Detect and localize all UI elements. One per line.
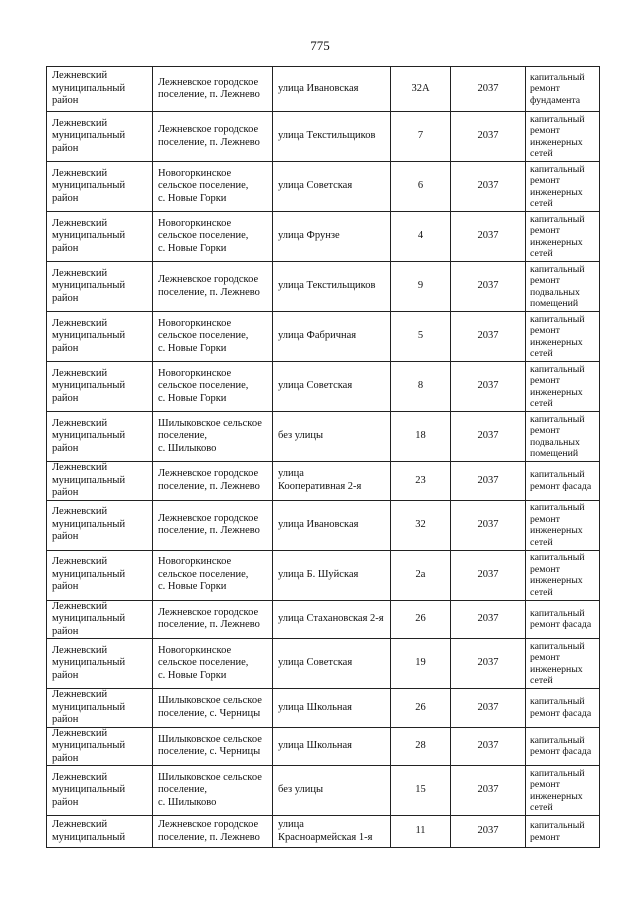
settlement-cell — [153, 816, 273, 848]
house-number-cell-text: 7 — [417, 130, 424, 142]
settlement-cell — [153, 162, 273, 212]
municipal-district-cell — [47, 262, 153, 312]
work-type-cell — [526, 212, 600, 262]
municipal-district-cell — [47, 362, 153, 412]
repair-year-cell-text: 2037 — [477, 613, 499, 624]
work-type-cell-text: капитальный ремонт — [530, 820, 585, 843]
house-number-cell-text: 18 — [415, 430, 426, 442]
settlement-cell-text: Лежневское городское поселение, п. Лежнево — [158, 468, 260, 492]
street-cell-text: улица Ивановская — [278, 518, 359, 530]
house-number-cell — [391, 262, 451, 312]
work-type-cell-text: капитальный ремонт инженерных сетей — [530, 767, 585, 813]
repair-year-cell-text: 2037 — [477, 474, 499, 486]
street-cell — [273, 162, 391, 212]
house-number-cell-text: 32 — [415, 518, 426, 530]
work-type-cell-text: капитальный ремонт инженерных сетей — [530, 213, 585, 259]
municipal-district-cell-text: Лежневский муниципальный район — [52, 771, 126, 808]
street-cell — [273, 550, 391, 600]
house-number-cell — [391, 550, 451, 600]
work-type-cell — [526, 766, 600, 816]
table-row — [47, 162, 600, 212]
municipal-district-cell-text: Лежневский муниципальный район — [52, 217, 126, 254]
street-cell-text: улица Текстильщиков — [278, 130, 376, 142]
municipal-district-cell — [47, 689, 153, 728]
house-number-cell — [391, 600, 451, 639]
street-cell — [273, 600, 391, 639]
repair-year-cell-text: 2037 — [477, 130, 499, 142]
settlement-cell — [153, 550, 273, 600]
repair-year-cell — [451, 600, 526, 639]
house-number-cell-text: 8 — [417, 380, 424, 392]
work-type-cell-text: капитальный ремонт инженерных сетей — [530, 552, 585, 598]
settlement-cell — [153, 462, 273, 501]
settlement-cell — [153, 312, 273, 362]
table-row — [47, 412, 600, 462]
work-type-cell-text: капитальный ремонт фасада — [530, 469, 592, 492]
municipal-district-cell — [47, 212, 153, 262]
settlement-cell-text: Лежневское городское поселение, п. Лежнево — [158, 124, 260, 148]
house-number-cell-text: 26 — [415, 701, 426, 713]
repair-year-cell-text: 2037 — [477, 280, 499, 292]
work-type-cell — [526, 262, 600, 312]
municipal-district-cell — [47, 112, 153, 162]
municipal-district-cell — [47, 727, 153, 766]
house-number-cell — [391, 462, 451, 501]
table-row — [47, 766, 600, 816]
table-row — [47, 262, 600, 312]
work-type-cell — [526, 639, 600, 689]
work-type-cell-text: капитальный ремонт фасада — [530, 696, 592, 719]
table-row — [47, 212, 600, 262]
house-number-cell — [391, 67, 451, 112]
street-cell-text: улица Советская — [278, 380, 353, 392]
municipal-district-cell-text: Лежневский муниципальный район — [52, 367, 126, 404]
repair-year-cell — [451, 262, 526, 312]
repair-year-cell-text: 2037 — [477, 180, 499, 192]
street-cell-text: улица Красноармейская 1-я — [278, 819, 373, 843]
municipal-district-cell-text: Лежневский муниципальный район — [52, 644, 126, 681]
settlement-cell-text: Новогоркинское сельское поселение, с. Новые Горки — [158, 317, 249, 354]
work-type-cell — [526, 600, 600, 639]
settlement-cell-text: Лежневское городское поселение, п. Лежнево — [158, 274, 260, 298]
house-number-cell — [391, 816, 451, 848]
table-body — [47, 67, 600, 848]
settlement-cell — [153, 67, 273, 112]
settlement-cell — [153, 500, 273, 550]
repair-year-cell — [451, 67, 526, 112]
settlement-cell-text: Новогоркинское сельское поселение, с. Новые Горки — [158, 167, 249, 204]
settlement-cell-text: Лежневское городское поселение, п. Лежнево — [158, 512, 260, 536]
work-type-cell — [526, 312, 600, 362]
municipal-district-cell — [47, 766, 153, 816]
table-row — [47, 689, 600, 728]
street-cell — [273, 67, 391, 112]
settlement-cell — [153, 639, 273, 689]
settlement-cell-text: Шилыковское сельское поселение, с. Черницы — [158, 733, 262, 758]
municipal-district-cell-text: Лежневский муниципальный — [52, 819, 126, 843]
repair-year-cell — [451, 212, 526, 262]
page-number: 775 — [310, 38, 330, 53]
street-cell-text: улица Советская — [278, 657, 353, 669]
municipal-district-cell — [47, 500, 153, 550]
repair-year-cell — [451, 550, 526, 600]
repair-year-cell-text: 2037 — [477, 380, 499, 392]
work-type-cell-text: капитальный ремонт инженерных сетей — [530, 363, 585, 409]
house-number-cell-text: 9 — [417, 280, 424, 292]
street-cell — [273, 212, 391, 262]
municipal-district-cell — [47, 550, 153, 600]
street-cell-text: улица Школьная — [278, 701, 352, 713]
repair-year-cell — [451, 462, 526, 501]
work-type-cell — [526, 462, 600, 501]
street-cell — [273, 312, 391, 362]
municipal-district-cell-text: Лежневский муниципальный район — [52, 167, 126, 204]
repair-year-cell-text: 2037 — [477, 701, 499, 713]
street-cell — [273, 639, 391, 689]
repair-year-cell-text: 2037 — [477, 657, 499, 669]
house-number-cell-text: 11 — [415, 825, 426, 837]
house-number-cell-text: 15 — [415, 784, 426, 796]
street-cell-text: без улицы — [278, 784, 324, 796]
house-number-cell — [391, 639, 451, 689]
settlement-cell-text: Шилыковское сельское поселение, с. Шилыково — [158, 771, 262, 808]
municipal-district-cell-text: Лежневский муниципальный район — [52, 417, 126, 454]
street-cell-text: улица Б. Шуйская — [278, 568, 359, 580]
house-number-cell — [391, 766, 451, 816]
table-row — [47, 112, 600, 162]
house-number-cell — [391, 500, 451, 550]
street-cell — [273, 500, 391, 550]
house-number-cell-text: 6 — [417, 180, 424, 192]
street-cell — [273, 462, 391, 501]
work-type-cell-text: капитальный ремонт фасада — [530, 607, 592, 631]
repair-year-cell-text: 2037 — [477, 518, 499, 530]
work-type-cell-text: капитальный ремонт подвальных помещений — [530, 413, 585, 459]
repair-year-cell-text: 2037 — [477, 82, 499, 94]
municipal-district-cell — [47, 162, 153, 212]
settlement-cell-text: Лежневское городское поселение, п. Лежнево — [158, 76, 260, 100]
work-type-cell-text: капитальный ремонт фасада — [530, 734, 592, 758]
municipal-district-cell — [47, 639, 153, 689]
municipal-district-cell — [47, 816, 153, 848]
street-cell — [273, 766, 391, 816]
work-type-cell — [526, 362, 600, 412]
street-cell — [273, 727, 391, 766]
repair-year-cell — [451, 112, 526, 162]
street-cell-text: улица Фабричная — [278, 330, 357, 342]
repair-schedule-table — [46, 66, 600, 848]
settlement-cell — [153, 600, 273, 639]
municipal-district-cell-text: Лежневский муниципальный район — [52, 689, 126, 725]
repair-year-cell — [451, 162, 526, 212]
work-type-cell — [526, 550, 600, 600]
municipal-district-cell — [47, 600, 153, 639]
table-row — [47, 816, 600, 848]
street-cell-text: улица Кооперативная 2-я — [278, 468, 362, 492]
repair-year-cell — [451, 500, 526, 550]
house-number-cell-text: 32А — [411, 82, 430, 94]
street-cell — [273, 816, 391, 848]
house-number-cell-text: 2а — [415, 568, 426, 580]
settlement-cell-text: Лежневское городское поселение, п. Лежнево — [158, 819, 260, 843]
work-type-cell — [526, 67, 600, 112]
repair-year-cell — [451, 412, 526, 462]
house-number-cell-text: 26 — [415, 613, 426, 624]
house-number-cell — [391, 162, 451, 212]
work-type-cell — [526, 412, 600, 462]
street-cell — [273, 112, 391, 162]
repair-year-cell — [451, 362, 526, 412]
settlement-cell — [153, 262, 273, 312]
table-row — [47, 362, 600, 412]
table-row — [47, 639, 600, 689]
settlement-cell-text: Новогоркинское сельское поселение, с. Новые Горки — [158, 556, 249, 593]
settlement-cell-text: Новогоркинское сельское поселение, с. Новые Горки — [158, 217, 249, 254]
repair-year-cell-text: 2037 — [477, 330, 499, 342]
repair-year-cell — [451, 766, 526, 816]
work-type-cell — [526, 500, 600, 550]
municipal-district-cell-text: Лежневский муниципальный район — [52, 317, 126, 354]
street-cell — [273, 689, 391, 728]
work-type-cell-text: капитальный ремонт инженерных сетей — [530, 163, 585, 209]
house-number-cell — [391, 412, 451, 462]
settlement-cell — [153, 689, 273, 728]
table-row — [47, 312, 600, 362]
work-type-cell — [526, 112, 600, 162]
settlement-cell — [153, 766, 273, 816]
street-cell — [273, 262, 391, 312]
work-type-cell — [526, 162, 600, 212]
work-type-cell — [526, 689, 600, 728]
street-cell-text: улица Советская — [278, 180, 353, 192]
repair-year-cell — [451, 639, 526, 689]
table-row — [47, 500, 600, 550]
municipal-district-cell-text: Лежневский муниципальный район — [52, 600, 126, 637]
settlement-cell — [153, 727, 273, 766]
house-number-cell — [391, 312, 451, 362]
house-number-cell-text: 28 — [415, 740, 426, 751]
table-row — [47, 462, 600, 501]
repair-year-cell-text: 2037 — [477, 825, 499, 837]
house-number-cell-text: 5 — [417, 330, 424, 342]
work-type-cell-text: капитальный ремонт инженерных сетей — [530, 113, 585, 159]
municipal-district-cell — [47, 462, 153, 501]
repair-year-cell — [451, 312, 526, 362]
house-number-cell-text: 4 — [417, 230, 424, 242]
street-cell-text: улица Школьная — [278, 740, 352, 751]
repair-year-cell — [451, 727, 526, 766]
repair-year-cell-text: 2037 — [477, 430, 499, 442]
house-number-cell — [391, 362, 451, 412]
municipal-district-cell-text: Лежневский муниципальный район — [52, 70, 126, 107]
house-number-cell — [391, 727, 451, 766]
municipal-district-cell-text: Лежневский муниципальный район — [52, 727, 126, 764]
table-row — [47, 727, 600, 766]
work-type-cell — [526, 816, 600, 848]
work-type-cell-text: капитальный ремонт инженерных сетей — [530, 313, 585, 359]
work-type-cell-text: капитальный ремонт подвальных помещений — [530, 263, 585, 309]
street-cell — [273, 412, 391, 462]
house-number-cell — [391, 112, 451, 162]
municipal-district-cell-text: Лежневский муниципальный район — [52, 462, 126, 498]
settlement-cell — [153, 212, 273, 262]
settlement-cell — [153, 112, 273, 162]
work-type-cell-text: капитальный ремонт инженерных сетей — [530, 640, 585, 686]
street-cell-text: улица Текстильщиков — [278, 280, 376, 292]
street-cell — [273, 362, 391, 412]
street-cell-text: улица Стахановская 2-я — [278, 613, 384, 624]
repair-year-cell-text: 2037 — [477, 784, 499, 796]
table-row — [47, 67, 600, 112]
municipal-district-cell — [47, 412, 153, 462]
settlement-cell — [153, 412, 273, 462]
municipal-district-cell — [47, 67, 153, 112]
repair-year-cell-text: 2037 — [477, 740, 499, 751]
municipal-district-cell-text: Лежневский муниципальный район — [52, 117, 126, 154]
municipal-district-cell-text: Лежневский муниципальный район — [52, 506, 126, 543]
municipal-district-cell-text: Лежневский муниципальный район — [52, 267, 126, 304]
repair-year-cell — [451, 689, 526, 728]
repair-year-cell-text: 2037 — [477, 230, 499, 242]
settlement-cell-text: Шилыковское сельское поселение, с. Черницы — [158, 695, 262, 719]
municipal-district-cell-text: Лежневский муниципальный район — [52, 556, 126, 593]
settlement-cell — [153, 362, 273, 412]
house-number-cell-text: 19 — [415, 657, 426, 669]
house-number-cell — [391, 689, 451, 728]
street-cell-text: улица Ивановская — [278, 82, 359, 94]
house-number-cell-text: 23 — [415, 474, 426, 486]
work-type-cell-text: капитальный ремонт фундамента — [530, 71, 585, 106]
street-cell-text: улица Фрунзе — [278, 230, 340, 242]
settlement-cell-text: Лежневское городское поселение, п. Лежнево — [158, 606, 260, 631]
municipal-district-cell — [47, 312, 153, 362]
house-number-cell — [391, 212, 451, 262]
table-row — [47, 600, 600, 639]
work-type-cell — [526, 727, 600, 766]
repair-year-cell — [451, 816, 526, 848]
table-row — [47, 550, 600, 600]
settlement-cell-text: Шилыковское сельское поселение, с. Шилыково — [158, 417, 262, 454]
work-type-cell-text: капитальный ремонт инженерных сетей — [530, 502, 585, 548]
street-cell-text: без улицы — [278, 430, 324, 442]
settlement-cell-text: Новогоркинское сельское поселение, с. Новые Горки — [158, 644, 249, 681]
settlement-cell-text: Новогоркинское сельское поселение, с. Новые Горки — [158, 367, 249, 404]
repair-year-cell-text: 2037 — [477, 568, 499, 580]
